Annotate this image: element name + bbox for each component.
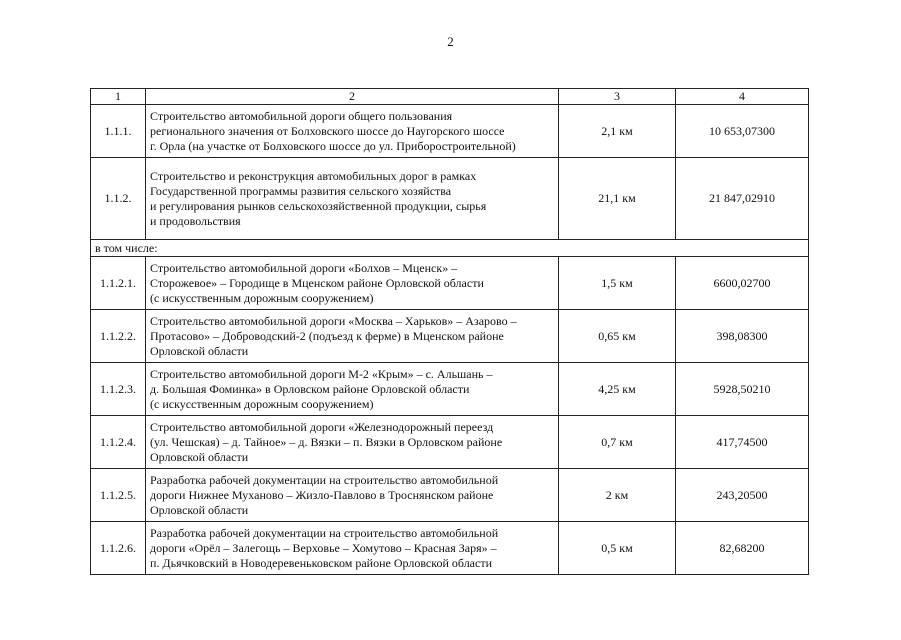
header-col-4: 4 (676, 89, 809, 105)
row-number: 1.1.2.2. (91, 310, 146, 363)
description-line: Строительство автомобильной дороги «Москва – Харьков» – Азарово – (150, 313, 517, 328)
table-row (91, 310, 809, 363)
row-number: 1.1.2.6. (91, 522, 146, 575)
row-number: 1.1.2. (91, 158, 146, 240)
row-description (146, 310, 559, 363)
row-description (146, 105, 559, 158)
description-line: Разработка рабочей документации на строительство автомобильной (150, 472, 499, 487)
row-amount: 21 847,02910 (676, 158, 809, 240)
description-line: регионального значения от Болховского шоссе до Наугорского шоссе (150, 123, 505, 138)
description-line: г. Орла (на участке от Болховского шоссе до ул. Приборостроительной) (150, 138, 516, 153)
description-line: Строительство автомобильной дороги «Болхов – Мценск» – (150, 260, 458, 275)
table-row (91, 469, 809, 522)
row-number: 1.1.2.5. (91, 469, 146, 522)
description-line: Орловской области (150, 502, 249, 517)
description-line: Строительство автомобильной дороги «Железнодорожный переезд (150, 419, 494, 434)
header-col-2: 2 (146, 89, 559, 105)
table-row (91, 158, 809, 240)
table-row (91, 105, 809, 158)
row-description (146, 158, 559, 240)
row-length: 2 км (559, 469, 676, 522)
description-line: Государственной программы развития сельского хозяйства (150, 183, 452, 198)
description-line: (ул. Чешская) – д. Тайное» – д. Вязки – п. Вязки в Орловском районе (150, 434, 503, 449)
subheader-row (91, 240, 809, 257)
row-number: 1.1.2.1. (91, 257, 146, 310)
description-line: Разработка рабочей документации на строительство автомобильной (150, 525, 499, 540)
row-amount: 243,20500 (676, 469, 809, 522)
row-amount: 398,08300 (676, 310, 809, 363)
row-amount: 5928,50210 (676, 363, 809, 416)
description-line: п. Дьячковский в Новодеревеньковском районе Орловской области (150, 555, 492, 570)
row-description (146, 363, 559, 416)
row-length: 1,5 км (559, 257, 676, 310)
row-description (146, 257, 559, 310)
description-line: (с искусственным дорожным сооружением) (150, 290, 374, 305)
row-number: 1.1.1. (91, 105, 146, 158)
table-row (91, 416, 809, 469)
description-line: Строительство и реконструкция автомобильных дорог в рамках (150, 168, 477, 183)
header-col-1: 1 (91, 89, 146, 105)
row-amount: 82,68200 (676, 522, 809, 575)
description-line: Строительство автомобильной дороги общего пользования (150, 108, 453, 123)
description-line: Протасово» – Доброводский-2 (подъезд к ферме) в Мценском районе (150, 328, 504, 343)
row-length: 0,7 км (559, 416, 676, 469)
table-row (91, 522, 809, 575)
table-header-row (91, 89, 809, 105)
table-row (91, 257, 809, 310)
row-amount: 6600,02700 (676, 257, 809, 310)
description-line: Сторожевое» – Городище в Мценском районе Орловской области (150, 275, 484, 290)
row-description (146, 469, 559, 522)
page-number: 2 (447, 34, 454, 49)
description-line: Орловской области (150, 449, 249, 464)
header-col-3: 3 (559, 89, 676, 105)
row-number: 1.1.2.3. (91, 363, 146, 416)
row-length: 0,5 км (559, 522, 676, 575)
row-length: 21,1 км (559, 158, 676, 240)
row-length: 0,65 км (559, 310, 676, 363)
row-length: 4,25 км (559, 363, 676, 416)
description-line: Строительство автомобильной дороги М-2 «Крым» – с. Альшань – (150, 366, 493, 381)
description-line: (с искусственным дорожным сооружением) (150, 396, 374, 411)
description-line: и продовольствия (150, 213, 241, 228)
row-description (146, 522, 559, 575)
table-row (91, 363, 809, 416)
description-line: дороги «Орёл – Залегощь – Верховье – Хомутово – Красная Заря» – (150, 540, 497, 555)
row-description (146, 416, 559, 469)
works-table (90, 88, 809, 575)
row-amount: 10 653,07300 (676, 105, 809, 158)
row-length: 2,1 км (559, 105, 676, 158)
row-number: 1.1.2.4. (91, 416, 146, 469)
row-amount: 417,74500 (676, 416, 809, 469)
description-line: и регулирования рынков сельскохозяйственной продукции, сырья (150, 198, 487, 213)
description-line: дороги Нижнее Муханово – Жизло-Павлово в Троснянском районе (150, 487, 494, 502)
subheader-label: в том числе: (91, 240, 809, 257)
description-line: д. Большая Фоминка» в Орловском районе Орловской области (150, 381, 470, 396)
description-line: Орловской области (150, 343, 249, 358)
